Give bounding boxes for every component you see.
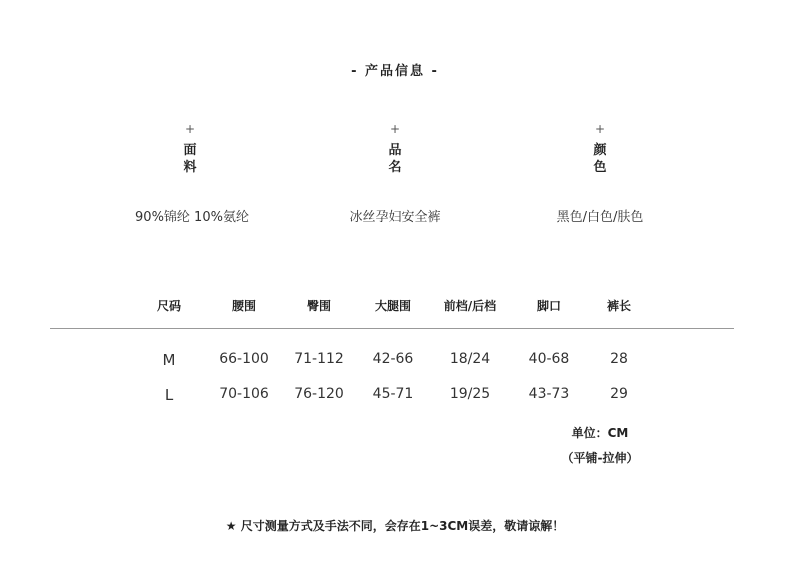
header-size: 尺码 — [156, 299, 181, 313]
table-cell: 76-120 — [294, 386, 344, 402]
table-cell: M — [162, 351, 176, 369]
table-cell: 29 — [610, 386, 628, 402]
header-rise: 前档/后档 — [443, 299, 497, 313]
measure-method: （平铺-拉伸） — [561, 451, 639, 465]
unit-label: 单位：CM — [571, 426, 629, 440]
table-cell: 66-100 — [219, 351, 269, 367]
table-cell: 18/24 — [449, 351, 491, 367]
table-cell: 19/25 — [449, 386, 491, 402]
info-value-name: 冰丝孕妇安全裤 — [349, 210, 441, 225]
info-label-color: 颜 色 — [593, 143, 607, 175]
info-fabric — [120, 122, 260, 176]
header-leg-opening: 脚口 — [536, 299, 561, 313]
section-title: - 产品信息 - — [351, 64, 439, 79]
header-hip: 臀围 — [306, 299, 331, 313]
table-cell: 45-71 — [372, 386, 414, 402]
header-length: 裤长 — [606, 299, 631, 313]
table-cell: 43-73 — [528, 386, 570, 402]
table-cell: 42-66 — [372, 351, 414, 367]
info-name — [325, 122, 465, 176]
table-cell: 40-68 — [528, 351, 570, 367]
table-divider — [50, 328, 734, 329]
info-value-color: 黑色/白色/肤色 — [556, 210, 644, 225]
info-label-name: 品 名 — [388, 143, 402, 175]
plus-icon: + — [184, 122, 196, 136]
header-waist: 腰围 — [231, 299, 256, 313]
measurement-note — [0, 517, 790, 534]
table-cell: 71-112 — [294, 351, 344, 367]
note-text: 尺寸测量方式及手法不同，会存在1~3CM误差，敬请谅解！ — [240, 519, 565, 533]
star-icon: ★ — [225, 519, 237, 533]
table-cell: 70-106 — [219, 386, 269, 402]
info-label-fabric: 面 料 — [183, 143, 197, 175]
plus-icon: + — [594, 122, 606, 136]
plus-icon: + — [389, 122, 401, 136]
header-thigh: 大腿围 — [374, 299, 411, 313]
info-value-fabric: 90%锦纶 10%氨纶 — [135, 210, 249, 225]
table-cell: L — [164, 386, 174, 404]
table-cell: 28 — [610, 351, 628, 367]
info-color — [530, 122, 670, 176]
